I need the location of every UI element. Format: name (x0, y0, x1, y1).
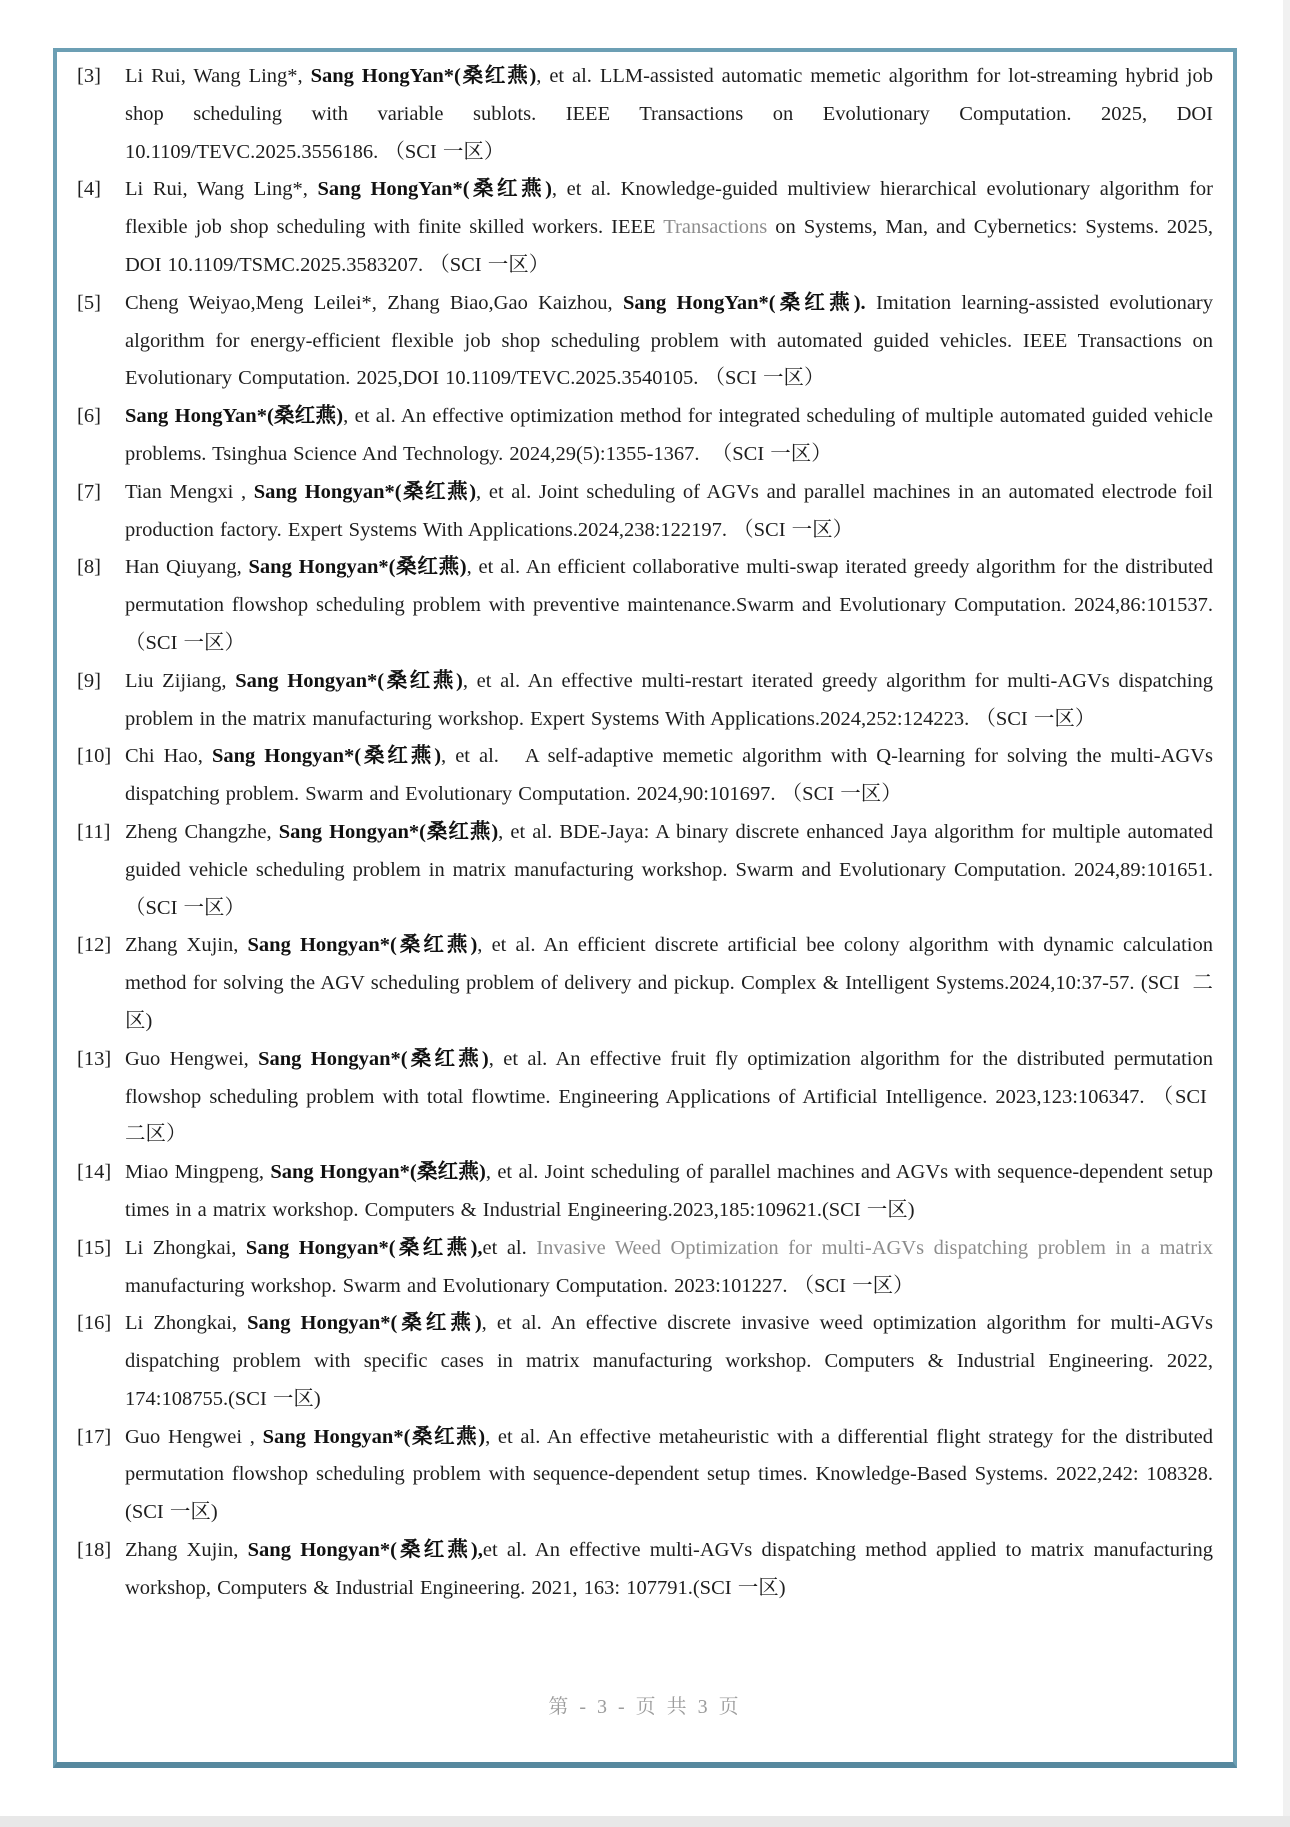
publication-number: [14] (77, 1161, 112, 1184)
publication-text: , et al. An effective multi-restart iterated greedy algorithm for multi-AGVs dispatching problem in the matrix manufacturing workshop. Expert Systems With Applications.2024,252:124223. （SCI 一区） (125, 669, 1213, 730)
publication-author-highlight: Sang Hongyan*(桑红燕) (211, 745, 442, 768)
publication-author-highlight: Sang Hongyan*(桑红燕) (235, 669, 463, 692)
publication-entry (77, 1532, 1213, 1608)
publication-author-highlight: Sang HongYan*(桑红燕). (622, 291, 866, 314)
publication-number: [5] (77, 291, 101, 314)
publication-entry (77, 58, 1213, 171)
publication-authors: Zhang Xujin, (125, 1539, 248, 1562)
screenshot-right-edge (1283, 0, 1290, 1827)
publication-text: , et al. An effective discrete invasive weed optimization algorithm for multi-AGVs dispatching problem with specific cases in matrix manufacturing workshop. Computers & Industrial Engineering. 2022, 174:108755.(SCI 一区) (125, 1312, 1213, 1410)
publication-author-highlight: Sang Hongyan*(桑红燕) (247, 1312, 482, 1335)
publication-text: , et al. A self-adaptive memetic algorithm with Q-learning for solving the multi-AGVs dispatching problem. Swarm and Evolutionary Computation. 2024,90:101697. （SCI 一区） (125, 745, 1213, 806)
publication-author-highlight: Sang Hongyan*(桑红燕), (247, 1539, 483, 1562)
publication-text: , et al. LLM-assisted automatic memetic algorithm for lot-streaming hybrid job shop scheduling with variable sublots. IEEE Transactions on Evolutionary Computation. 2025, DOI 10.1109/TEVC.2025.3556186. （SCI 一区） (125, 65, 1213, 163)
publication-author-highlight: Sang HongYan*(桑红燕) (125, 405, 344, 428)
publication-text: , et al. An effective optimization method for integrated scheduling of multiple automated guided vehicle problems. Tsinghua Science And Technology. 2024,29(5):1355-1367. （SCI 一区） (125, 405, 1213, 465)
publication-text: , et al. An effective fruit fly optimization algorithm for the distributed permutation flowshop scheduling problem with total flowtime. Engineering Applications of Artificial Intelligence. 2023,123:106347. （SCI 二区） (125, 1047, 1213, 1146)
publication-author-highlight: Sang Hongyan*(桑红燕) (247, 934, 478, 957)
publication-authors: Han Qiuyang, (125, 556, 249, 579)
publication-number: [3] (77, 65, 101, 87)
publication-authors: Li Rui, Wang Ling*, (125, 65, 311, 87)
publication-text-tail: on Systems, Man, and Cybernetics: Systems. 2025, DOI 10.1109/TSMC.2025.3583207. （SCI 一区） (125, 216, 1213, 276)
publication-author-highlight: Sang Hongyan*(桑红燕) (270, 1161, 486, 1184)
page-footer (53, 1690, 1237, 1719)
publication-entry (77, 927, 1213, 1040)
publication-text: , et al. BDE-Jaya: A binary discrete enhanced Jaya algorithm for multiple automated guided vehicle scheduling problem in matrix manufacturing workshop. Swarm and Evolutionary Computation. 2024,89:101651. （SCI 一区） (125, 820, 1213, 919)
publication-entry (77, 1041, 1213, 1154)
publication-entry (77, 1305, 1213, 1418)
publication-text: Imitation learning-assisted evolutionary algorithm for energy-efficient flexible job shop scheduling problem with automated guided vehicles. IEEE Transactions on Evolutionary Computation. 2025,DOI 10.1109/TEVC.2025.3540105. （SCI 一区） (125, 291, 1214, 390)
publication-author-highlight: Sang Hongyan*(桑红燕) (262, 1425, 486, 1448)
publication-entry (77, 398, 1213, 474)
publication-entry (77, 549, 1213, 662)
publication-number: [6] (77, 405, 101, 428)
publication-text-gray: Transactions (663, 216, 768, 239)
publication-author-highlight: Sang Hongyan*(桑红燕) (248, 556, 467, 579)
publication-number: [9] (77, 669, 101, 692)
publication-number: [17] (77, 1425, 112, 1448)
publication-authors: Guo Hengwei , (125, 1425, 263, 1448)
publication-authors: Cheng Weiyao,Meng Leilei*, Zhang Biao,Gao Kaizhou, (125, 291, 623, 314)
publication-author-highlight: Sang Hongyan*(桑红燕) (253, 480, 477, 503)
screenshot-bottom-edge (0, 1816, 1290, 1827)
publication-authors: Chi Hao, (125, 745, 212, 768)
publication-entry (77, 738, 1213, 814)
publication-entry (77, 1154, 1213, 1230)
publication-authors: Liu Zijiang, (125, 669, 236, 692)
publication-text: et al. An effective multi-AGVs dispatching method applied to matrix manufacturing workshop, Computers & Industrial Engineering. 2021, 163: 107791.(SCI 一区) (125, 1539, 1213, 1599)
publication-entry (77, 814, 1213, 927)
publication-authors: Tian Mengxi , (125, 480, 254, 503)
publication-author-highlight: Sang Hongyan*(桑红燕), (245, 1236, 483, 1259)
publication-entry (77, 1230, 1213, 1306)
publication-authors: Li Zhongkai, (125, 1312, 248, 1335)
publication-number: [15] (77, 1236, 112, 1259)
publication-text: et al. (482, 1236, 537, 1259)
publication-number: [18] (77, 1539, 112, 1562)
publication-text: , et al. An efficient collaborative multi-swap iterated greedy algorithm for the distributed permutation flowshop scheduling problem with preventive maintenance.Swarm and Evolutionary Computation. 2024,86:101537. （SCI 一区） (125, 556, 1213, 654)
publication-number: [11] (77, 820, 111, 843)
publication-list (77, 58, 1213, 1608)
publication-authors: Zhang Xujin, (125, 934, 248, 957)
publication-text: , et al. Joint scheduling of AGVs and parallel machines in an automated electrode foil production factory. Expert Systems With Applications.2024,238:122197. （SCI 一区） (125, 480, 1213, 541)
publication-text: , et al. Knowledge-guided multiview hierarchical evolutionary algorithm for flexible job shop scheduling with finite skilled workers. IEEE (125, 178, 1213, 239)
publication-authors: Guo Hengwei, (125, 1047, 259, 1070)
publication-entry (77, 1419, 1213, 1532)
publication-number: [7] (77, 480, 101, 503)
publication-number: [4] (77, 178, 101, 201)
publication-authors: Zheng Changzhe, (125, 820, 279, 843)
publication-number: [13] (77, 1047, 112, 1070)
publication-entry (77, 171, 1213, 284)
publication-number: [12] (77, 934, 112, 957)
publication-authors: Li Zhongkai, (125, 1236, 246, 1259)
publication-entry (77, 663, 1213, 739)
publication-text-tail: manufacturing workshop. Swarm and Evolutionary Computation. 2023:101227. （SCI 一区） (125, 1274, 914, 1297)
publication-text: , et al. An effective metaheuristic with a differential flight strategy for the distributed permutation flowshop scheduling problem with sequence-dependent setup times. Knowledge-Based Systems. 2022,242: 108328. (SCI 一区) (125, 1425, 1213, 1524)
page-number-text: 第 - 3 - 页 共 3 页 (548, 1696, 742, 1718)
publication-authors: Li Rui, Wang Ling*, (125, 178, 318, 201)
publication-author-highlight: Sang Hongyan*(桑红燕) (278, 820, 499, 843)
publication-authors: Miao Mingpeng, (125, 1161, 271, 1184)
publication-entry (77, 285, 1213, 398)
publication-entry (77, 474, 1213, 550)
publication-number: [8] (77, 556, 101, 579)
publication-author-highlight: Sang HongYan*(桑红燕) (310, 65, 537, 87)
publication-text: , et al. An efficient discrete artificial bee colony algorithm with dynamic calculation method for solving the AGV scheduling problem of delivery and pickup. Complex & Intelligent Systems.2024,10:37-57. (SCI 二区) (125, 934, 1213, 1032)
publication-text-gray: Invasive Weed Optimization for multi-AGVs dispatching problem in a matrix (536, 1236, 1213, 1259)
publication-number: [10] (77, 745, 112, 768)
publication-author-highlight: Sang Hongyan*(桑红燕) (258, 1047, 489, 1070)
publication-number: [16] (77, 1312, 112, 1335)
publication-author-highlight: Sang HongYan*(桑红燕) (317, 178, 552, 201)
publication-text: , et al. Joint scheduling of parallel machines and AGVs with sequence-dependent setup times in a matrix workshop. Computers & Industrial Engineering.2023,185:109621.(SCI 一区) (125, 1161, 1213, 1221)
